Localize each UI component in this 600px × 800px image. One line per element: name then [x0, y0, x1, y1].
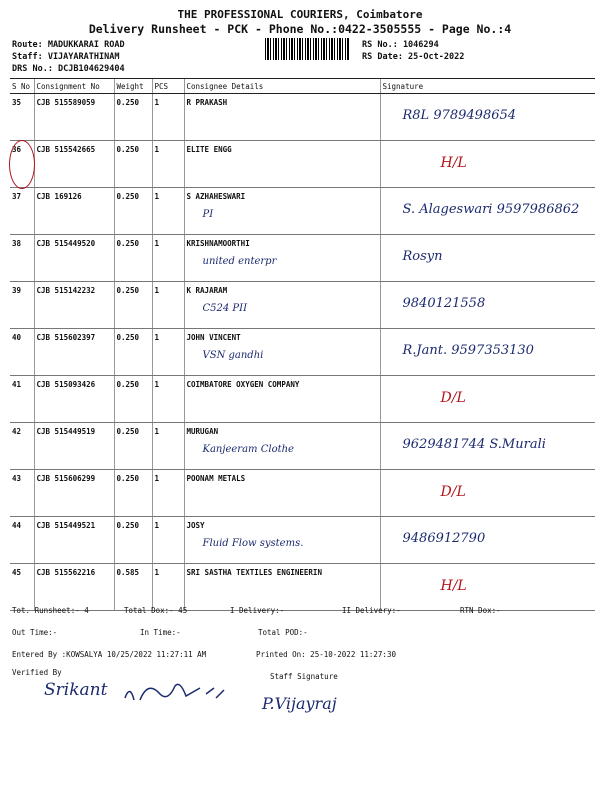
consignee-handwritten-note: Fluid Flow systems.	[202, 538, 304, 549]
row-pcs: 1	[152, 470, 184, 517]
row-sno: 41	[10, 376, 34, 423]
row-consignment-no: CJB 515606299	[34, 470, 114, 517]
i-delivery: I Delivery:-	[230, 606, 285, 615]
row-consignee	[184, 564, 380, 611]
consignee-name: R PRAKASH	[186, 98, 228, 107]
row-pcs: 1	[152, 517, 184, 564]
company-title: THE PROFESSIONAL COURIERS, Coimbatore	[177, 8, 423, 21]
consignee-name: MURUGAN	[186, 427, 219, 436]
handwritten-signature: R.Jant. 9597353130	[402, 343, 534, 358]
row-consignment-no: CJB 515449521	[34, 517, 114, 564]
row-weight: 0.250	[114, 329, 152, 376]
col-consignee: Consignee Details	[184, 79, 380, 94]
row-pcs: 1	[152, 141, 184, 188]
total-pod: Total POD:-	[258, 628, 308, 637]
consignee-name: K RAJARAM	[186, 286, 228, 295]
handwritten-signature: H/L	[440, 578, 467, 594]
handwritten-signature: 9840121558	[402, 296, 486, 311]
row-consignee	[184, 235, 380, 282]
row-pcs: 1	[152, 188, 184, 235]
staff-label: Staff: VIJAYARATHINAM	[12, 52, 120, 62]
row-signature	[380, 423, 595, 470]
table-row	[10, 188, 595, 235]
row-pcs: 1	[152, 94, 184, 141]
table-row	[10, 282, 595, 329]
drs-number: DRS No.: DCJB104629404	[12, 64, 125, 74]
handwritten-signature: D/L	[440, 484, 466, 500]
consignee-handwritten-note: Kanjeeram Clothe	[202, 444, 294, 455]
handwritten-signature: 9629481744 S.Murali	[402, 437, 546, 452]
consignee-name: POONAM METALS	[186, 474, 246, 483]
row-pcs: 1	[152, 564, 184, 611]
runsheet-title: Delivery Runsheet - PCK - Phone No.:0422-3505555 - Page No.:4	[88, 22, 512, 36]
handwritten-signature: D/L	[440, 390, 466, 406]
out-time: Out Time:-	[12, 628, 58, 637]
table-row	[10, 517, 595, 564]
rtn-dox: RTN Dox:-	[460, 606, 501, 615]
row-signature	[380, 517, 595, 564]
consignee-name: SRI SASTHA TEXTILES ENGINEERIN	[186, 568, 322, 577]
row-consignee	[184, 517, 380, 564]
consignee-handwritten-note: C524 PII	[202, 303, 248, 314]
row-sno: 42	[10, 423, 34, 470]
consignee-handwritten-note: VSN gandhi	[202, 350, 264, 361]
entered-by: Entered By :KOWSALYA 10/25/2022 11:27:11 AM	[12, 650, 207, 659]
consignee-name: JOSY	[186, 521, 205, 530]
row-weight: 0.250	[114, 141, 152, 188]
consignee-name: JOHN VINCENT	[186, 333, 241, 342]
handwritten-signature: Rosyn	[402, 249, 443, 264]
table-row	[10, 423, 595, 470]
row-sno: 37	[10, 188, 34, 235]
row-signature	[380, 376, 595, 423]
rs-date: RS Date: 25-Oct-2022	[362, 52, 465, 62]
row-consignee	[184, 376, 380, 423]
runsheet-table	[10, 78, 595, 611]
row-sno: 35	[10, 94, 34, 141]
total-dox: Total Dox:- 45	[124, 606, 188, 615]
row-weight: 0.250	[114, 517, 152, 564]
row-consignee	[184, 423, 380, 470]
row-consignee	[184, 141, 380, 188]
col-sno: S No	[10, 79, 34, 94]
row-signature	[380, 235, 595, 282]
row-consignment-no: CJB 515093426	[34, 376, 114, 423]
row-weight: 0.250	[114, 376, 152, 423]
row-consignee	[184, 329, 380, 376]
row-weight: 0.250	[114, 470, 152, 517]
verifier-signature: Srikant	[44, 680, 108, 700]
row-pcs: 1	[152, 282, 184, 329]
row-pcs: 1	[152, 329, 184, 376]
row-consignee	[184, 282, 380, 329]
table-row	[10, 329, 595, 376]
row-sno: 39	[10, 282, 34, 329]
row-consignment-no: CJB 515449519	[34, 423, 114, 470]
route-label: Route: MADUKKARAI ROAD	[12, 40, 125, 50]
row-consignment-no: CJB 515602397	[34, 329, 114, 376]
row-consignee	[184, 94, 380, 141]
row-consignment-no: CJB 515449520	[34, 235, 114, 282]
row-signature	[380, 188, 595, 235]
row-sno: 36	[10, 141, 34, 188]
row-sno: 43	[10, 470, 34, 517]
consignee-name: S AZHAHESWARI	[186, 192, 246, 201]
row-pcs: 1	[152, 235, 184, 282]
consignee-handwritten-note: PI	[202, 209, 214, 220]
consignee-handwritten-note: united enterpr	[202, 256, 277, 267]
col-pcs: PCS	[152, 79, 184, 94]
barcode	[265, 38, 350, 60]
row-signature	[380, 94, 595, 141]
staff-signature: P.Vijayraj	[262, 694, 337, 713]
row-pcs: 1	[152, 376, 184, 423]
handwritten-signature: H/L	[440, 155, 467, 171]
row-weight: 0.250	[114, 94, 152, 141]
verified-by-label: Verified By	[12, 668, 62, 677]
handwritten-signature: 9486912790	[402, 531, 486, 546]
row-consignment-no: CJB 515542665	[34, 141, 114, 188]
col-weight: Weight	[114, 79, 152, 94]
row-signature	[380, 564, 595, 611]
table-row	[10, 564, 595, 611]
row-signature	[380, 470, 595, 517]
table-row	[10, 470, 595, 517]
row-weight: 0.250	[114, 235, 152, 282]
consignee-name: KRISHNAMOORTHI	[186, 239, 250, 248]
row-pcs: 1	[152, 423, 184, 470]
row-consignee	[184, 188, 380, 235]
row-consignment-no: CJB 515562216	[34, 564, 114, 611]
row-sno: 44	[10, 517, 34, 564]
row-sno: 40	[10, 329, 34, 376]
row-sno: 38	[10, 235, 34, 282]
row-sno: 45	[10, 564, 34, 611]
row-consignee	[184, 470, 380, 517]
row-weight: 0.250	[114, 188, 152, 235]
table-row	[10, 141, 595, 188]
row-consignment-no: CJB 515142232	[34, 282, 114, 329]
row-signature	[380, 329, 595, 376]
table-row	[10, 235, 595, 282]
printed-on: Printed On: 25-10-2022 11:27:30	[256, 650, 396, 659]
consignee-name: COIMBATORE OXYGEN COMPANY	[186, 380, 300, 389]
handwritten-signature: S. Alageswari 9597986862	[402, 202, 580, 217]
row-weight: 0.250	[114, 282, 152, 329]
in-time: In Time:-	[140, 628, 181, 637]
handwritten-signature: R8L 9789498654	[402, 108, 517, 123]
row-signature	[380, 141, 595, 188]
row-weight: 0.250	[114, 423, 152, 470]
table-row	[10, 376, 595, 423]
scribble-signature-icon	[120, 676, 240, 710]
ii-delivery: II Delivery:-	[342, 606, 401, 615]
staff-signature-label: Staff Signature	[270, 672, 338, 681]
row-signature	[380, 282, 595, 329]
table-row	[10, 94, 595, 141]
row-weight: 0.585	[114, 564, 152, 611]
rs-number: RS No.: 1046294	[362, 40, 439, 50]
total-runsheet: Tot. Runsheet:- 4	[12, 606, 89, 615]
col-signature: Signature	[380, 79, 595, 94]
consignee-name: ELITE ENGG	[186, 145, 232, 154]
col-consignment: Consignment No	[34, 79, 114, 94]
row-consignment-no: CJB 515589059	[34, 94, 114, 141]
row-consignment-no: CJB 169126	[34, 188, 114, 235]
